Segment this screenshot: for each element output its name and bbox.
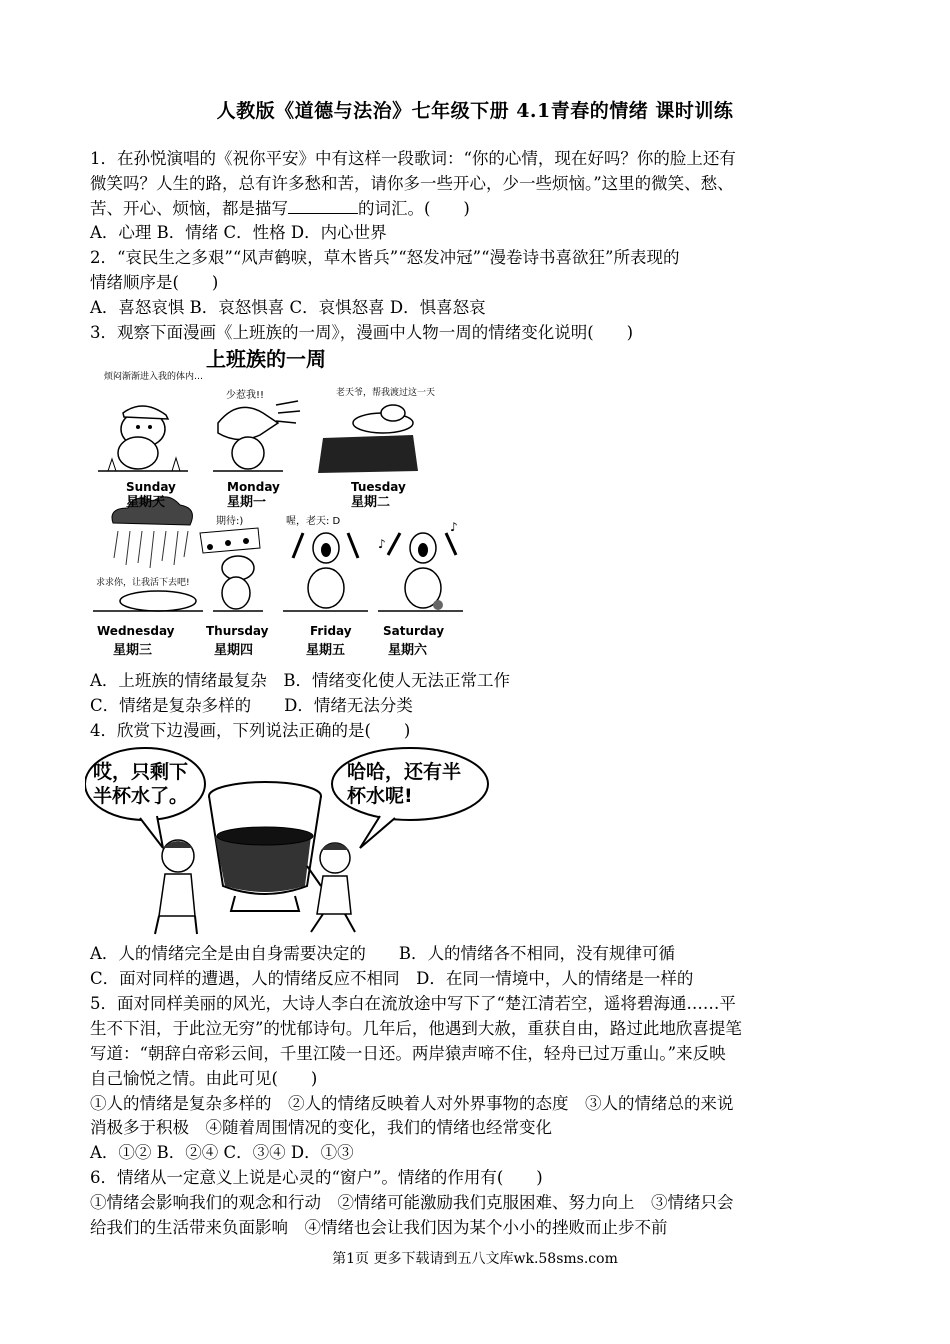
q5-line-5: ①人的情绪是复杂多样的 ②人的情绪反映着人对外界事物的态度 ③人的情绪总的来说 xyxy=(90,1094,734,1113)
left-bubble-line-1: 哎，只剩下 xyxy=(93,761,189,783)
right-bubble-line-1: 哈哈，还有半 xyxy=(347,761,462,783)
q5-line-6: 消极多于积极 ④随着周围情况的变化，我们的情绪也经常变化 xyxy=(90,1118,552,1137)
sunday-caption: 烦闷渐渐进入我的体内… xyxy=(104,372,204,382)
comic-title: 上班族的一周 xyxy=(206,347,326,371)
q1-line-3 xyxy=(90,198,470,220)
tuesday-caption: 老天爷，帮我渡过这一天 xyxy=(336,388,436,398)
q5-line-3: 写道：“朝辞白帝彩云间，千里江陵一日还。两岸猿声啼不住，轻舟已过万重山。”来反映 xyxy=(90,1044,726,1063)
day-label-en-saturday: Saturday xyxy=(383,624,445,638)
tuesday-panel xyxy=(318,386,435,473)
right-speech-bubble xyxy=(332,748,488,820)
q6-line-2: ①情绪会影响我们的观念和行动 ②情绪可能激励我们克服困难、努力向上 ③情绪只会 xyxy=(90,1193,734,1212)
right-bubble-line-2: 杯水呢! xyxy=(347,785,413,807)
day-label-en-thursday: Thursday xyxy=(206,624,269,638)
q3-line-1: 3．观察下面漫画《上班族的一周》，漫画中人物一周的情绪变化说明( ) xyxy=(90,323,634,342)
q1-answer-blank xyxy=(288,199,358,214)
q5-line-2: 生不下泪，于此泣无穷”的忧郁诗句。几年后，他遇到大赦，重获自由，路过此地欣喜提笔 xyxy=(90,1019,742,1038)
wednesday-panel xyxy=(93,497,203,611)
day-label-en-sunday: Sunday xyxy=(126,480,176,494)
q6-line-1: 6．情绪从一定意义上说是心灵的“窗户”。情绪的作用有( ) xyxy=(90,1168,543,1187)
day-label-zh-tuesday: 星期二 xyxy=(351,495,391,510)
q5-options: A．①② B．②④ C．③④ D．①③ xyxy=(90,1143,354,1162)
friday-caption: 喔，老天: D xyxy=(286,516,341,527)
q5-line-1: 5．面对同样美丽的风光，大诗人李白在流放途中写下了“楚江清若空，遥将碧海通……平 xyxy=(90,994,736,1013)
q5-line-4: 自己愉悦之情。由此可见( ) xyxy=(90,1069,318,1088)
glass-cup-illustration xyxy=(209,782,321,911)
day-label-zh-friday: 星期五 xyxy=(306,643,346,658)
day-label-zh-saturday: 星期六 xyxy=(388,643,428,658)
q3-options-line-2: C．情绪是复杂多样的 D．情绪无法分类 xyxy=(90,696,413,715)
half-glass-comic xyxy=(85,746,505,938)
q1-line-1: 1．在孙悦演唱的《祝你平安》中有这样一段歌词：“你的心情，现在好吗？你的脸上还有 xyxy=(90,149,736,168)
friday-panel xyxy=(283,514,368,611)
sunday-panel xyxy=(98,370,203,471)
q1-line-3-post: 的词汇。( ) xyxy=(358,199,470,218)
wednesday-caption: 求求你，让我活下去吧! xyxy=(96,578,190,588)
q3-options-line-1: A．上班族的情绪最复杂 B．情绪变化使人无法正常工作 xyxy=(90,671,511,690)
day-label-zh-wednesday: 星期三 xyxy=(113,643,153,658)
thursday-caption: 期待:) xyxy=(216,516,244,527)
svg-text:♪: ♪ xyxy=(378,537,386,551)
day-label-en-monday: Monday xyxy=(227,480,280,494)
saturday-panel xyxy=(378,520,463,611)
day-label-en-wednesday: Wednesday xyxy=(97,624,175,638)
day-label-en-friday: Friday xyxy=(310,624,352,638)
left-speech-bubble xyxy=(85,748,205,820)
day-label-zh-thursday: 星期四 xyxy=(214,643,254,658)
optimistic-boy-figure xyxy=(307,843,355,932)
q2-line-1: 2．“哀民生之多艰”“风声鹤唳，草木皆兵”“怒发冲冠”“漫卷诗书喜欲狂”所表现的 xyxy=(90,248,680,267)
q2-options: A．喜怒哀惧 B．哀怒惧喜 C．哀惧怒喜 D．惧喜怒哀 xyxy=(90,298,486,317)
monday-panel xyxy=(213,388,300,471)
document-title: 人教版《道德与法治》七年级下册 4.1青春的情绪 课时训练 xyxy=(216,100,734,122)
q4-line-1: 4．欣赏下边漫画，下列说法正确的是( ) xyxy=(90,721,411,740)
q1-options: A．心理 B．情绪 C．性格 D．内心世界 xyxy=(90,223,387,242)
q4-options-line-2: C．面对同样的遭遇，人的情绪反应不相同 D．在同一情境中，人的情绪是一样的 xyxy=(90,969,694,988)
svg-text:♪: ♪ xyxy=(450,520,458,534)
day-label-en-tuesday: Tuesday xyxy=(351,480,406,494)
q1-line-2: 微笑吗？人生的路，总有许多愁和苦，请你多一些开心，少一些烦恼。”这里的微笑、愁、 xyxy=(90,174,734,193)
day-label-zh-sunday: 星期天 xyxy=(126,495,166,510)
thursday-panel xyxy=(200,514,263,611)
monday-caption: 少惹我!! xyxy=(226,390,265,401)
q2-line-2: 情绪顺序是( ) xyxy=(90,273,219,292)
left-bubble-line-2: 半杯水了。 xyxy=(93,785,189,807)
pessimistic-boy-figure xyxy=(155,840,197,934)
q4-options-line-1: A．人的情绪完全是由自身需要决定的 B．人的情绪各不相同，没有规律可循 xyxy=(90,944,676,963)
weekly-mood-comic xyxy=(88,343,488,665)
day-label-zh-monday: 星期一 xyxy=(227,495,267,510)
q6-line-3: 给我们的生活带来负面影响 ④情绪也会让我们因为某个小小的挫败而止步不前 xyxy=(90,1218,668,1237)
page-footer: 第1页 更多下载请到五八文库wk.58sms.com xyxy=(332,1251,618,1267)
q1-line-3-pre: 苦、开心、烦恼，都是描写 xyxy=(90,199,288,218)
